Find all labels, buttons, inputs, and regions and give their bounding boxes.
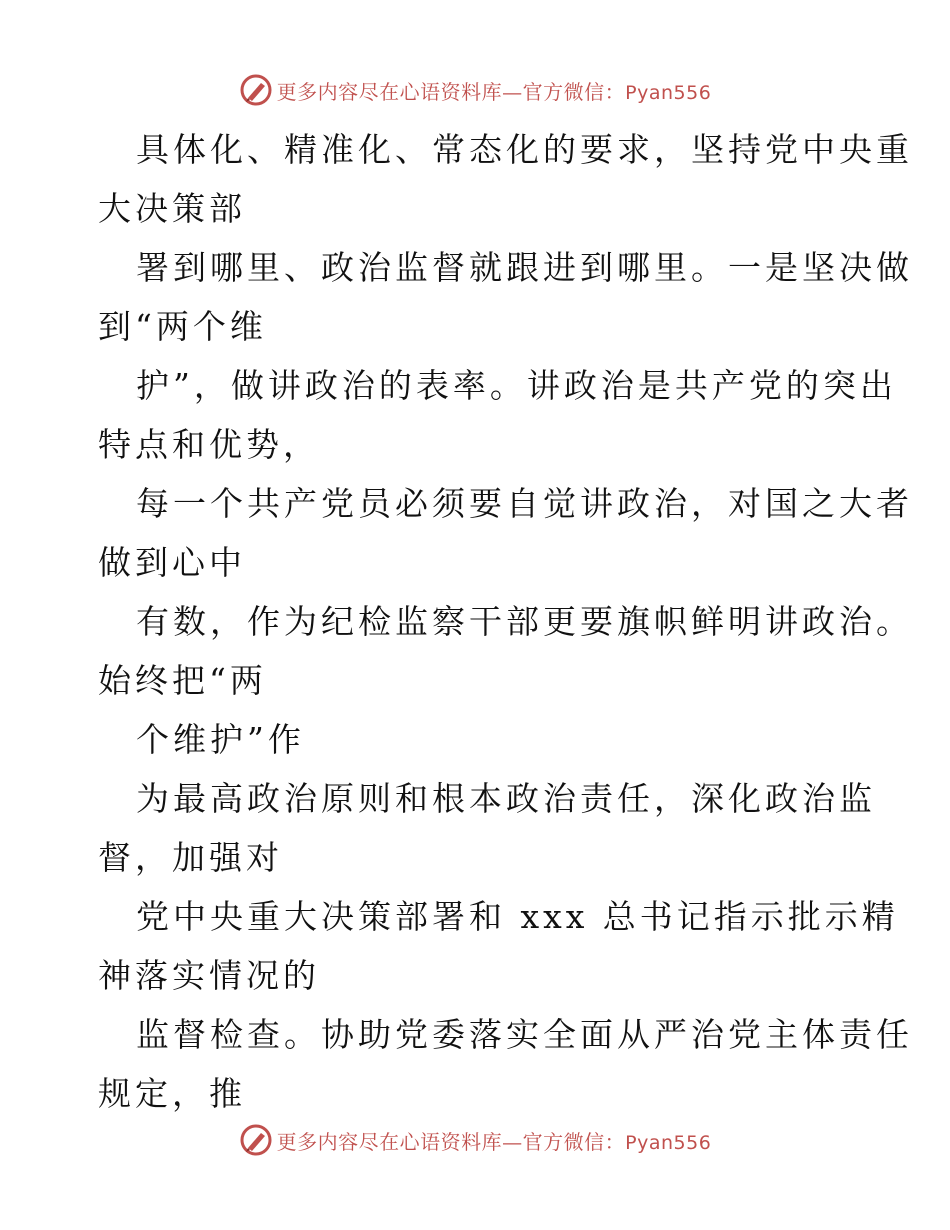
text-line: 有数，作为纪检监察干部更要旗帜鲜明讲政治。 (136, 602, 913, 641)
text-line: 规定，推 (98, 1074, 246, 1113)
text-line: 做到心中 (98, 543, 246, 582)
text-line: 为最高政治原则和根本政治责任，深化政治监 (136, 779, 876, 818)
footer-banner-text: 更多内容尽在心语资料库—官方微信：Pyan556 (276, 1129, 712, 1154)
text-line: 特点和优势， (98, 425, 320, 464)
text-line: 护”，做讲政治的表率。讲政治是共产党的突出 (136, 366, 897, 405)
text-line: 神落实情况的 (98, 956, 320, 995)
text-line: 督，加强对 (98, 838, 283, 877)
document-body (98, 120, 913, 1123)
text-line: 个维护”作 (136, 720, 305, 759)
text-line: 具体化、精准化、常态化的要求，坚持党中央重 (136, 130, 913, 169)
text-line: 监督检查。协助党委落实全面从严治党主体责任 (136, 1015, 913, 1054)
header-watermark-banner (0, 70, 950, 110)
header-banner-text: 更多内容尽在心语资料库—官方微信：Pyan556 (276, 79, 712, 104)
footer-watermark-banner (0, 1120, 950, 1160)
text-line: 署到哪里、政治监督就跟进到哪里。一是坚决做 (136, 248, 913, 287)
text-line: 党中央重大决策部署和 xxx 总书记指示批示精 (136, 897, 899, 936)
text-line: 始终把“两 (98, 661, 267, 700)
pen-logo-icon (239, 1123, 273, 1157)
pen-logo-icon (239, 73, 273, 107)
text-line: 大决策部 (98, 189, 246, 228)
text-line: 每一个共产党员必须要自觉讲政治，对国之大者 (136, 484, 913, 523)
text-line: 到“两个维 (98, 307, 267, 346)
